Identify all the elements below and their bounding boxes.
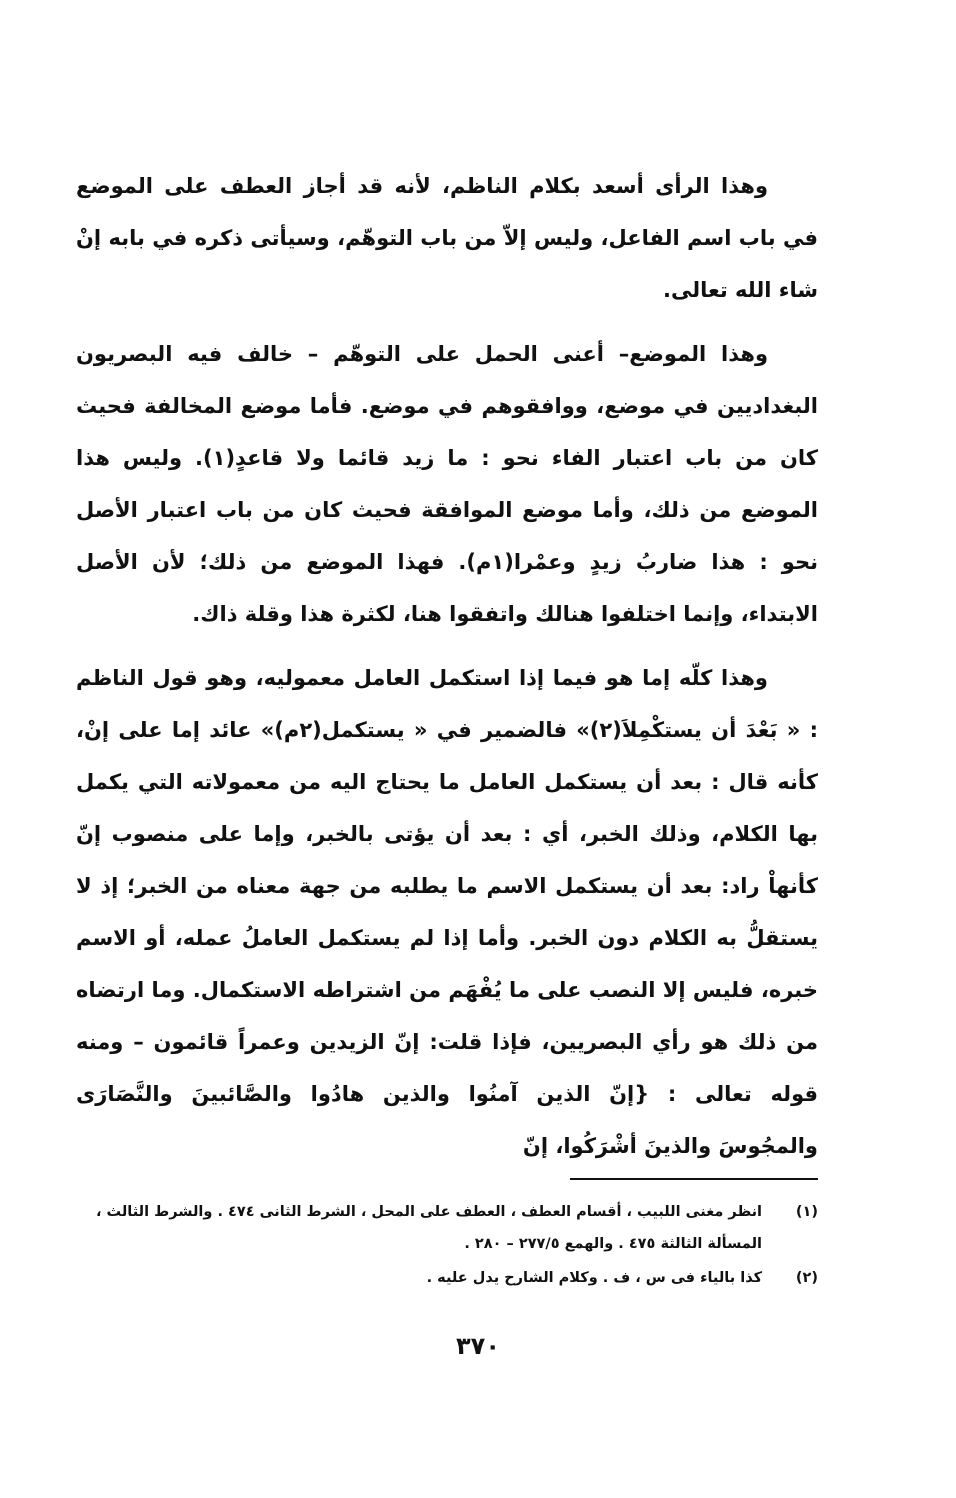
- paragraph-2: وهذا الموضع– أعنى الحمل على التوهّم – خالف فيه البصريون البغداديين في موضع، ووافقوهم في موضع. فأما موضع المخالفة فحيث كان من باب اعتبار الفاء نحو : ما زيد قائما ولا قاعدٍ(١). وليس هذا الموضع من ذلك، وأما موضع الموافقة فحيث كان من باب اعتبار الأصل نحو : هذا ضاربُ زيدٍ وعمْرا(١م). فهذا الموضع من ذلك؛ لأن الأصل الابتداء، وإنما اختلفوا هنالك واتفقوا هنا، لكثرة هذا وقلة ذاك.: [76, 342, 818, 626]
- footnote-1: [76, 1196, 818, 1260]
- footnote-number: (٢): [795, 1270, 818, 1286]
- main-text: [76, 160, 818, 1184]
- paragraph-1: وهذا الرأى أسعد بكلام الناظم، لأنه قد أجاز العطف على الموضع في باب اسم الفاعل، وليس إلاّ من باب التوهّم، وسيأتى ذكره في بابه إنْ شاء الله تعالى.: [76, 174, 818, 302]
- paragraph-3: وهذا كلّه إما هو فيما إذا استكمل العامل معموليه، وهو قول الناظم : « بَعْدَ أن يستكْمِلاَ(٢)» فالضمير في « يستكمل(٢م)» عائد إما على إنْ، كأنه قال : بعد أن يستكمل العامل ما يحتاج اليه من معمولاته التي يكمل بها الكلام، وذلك الخبر، أي : بعد أن يؤتى بالخبر، وإما على منصوب إنّ كأنهاْ راد: بعد أن يستكمل الاسم ما يطلبه من جهة معناه من الخبر؛ إذ لا يستقلُّ به الكلام دون الخبر. وأما إذا لم يستكمل العاملُ عمله، أو الاسم خبره، فليس إلا النصب على ما يُفْهَم من اشتراطه الاستكمال. وما ارتضاه من ذلك هو رأي البصريين، فإذا قلت: إنّ الزيدين وعمراً قائمون – ومنه قوله تعالى : {إنّ الذين آمنُوا والذين هادُوا والصَّائبينَ والنَّصَارَى والمجُوسَ والذينَ أشْرَكُوا، إنّ: [76, 666, 818, 1158]
- footnote-text: كذا بالياء فى س ، ف . وكلام الشارح يدل عليه .: [426, 1270, 762, 1286]
- footnote-text: انظر مغنى اللبيب ، أقسام العطف ، العطف على المحل ، الشرط الثانى ٤٧٤ . والشرط الثالث ، المسألة الثالثة ٤٧٥ . والهمع ٢٧٧/٥ – ٢٨٠ .: [95, 1204, 762, 1252]
- footnote-number: (١): [795, 1204, 818, 1220]
- page-number: ٣٧٠: [456, 1332, 500, 1360]
- footnotes: [76, 1196, 818, 1296]
- footnote-separator: [570, 1178, 818, 1180]
- footnote-2: [76, 1262, 818, 1294]
